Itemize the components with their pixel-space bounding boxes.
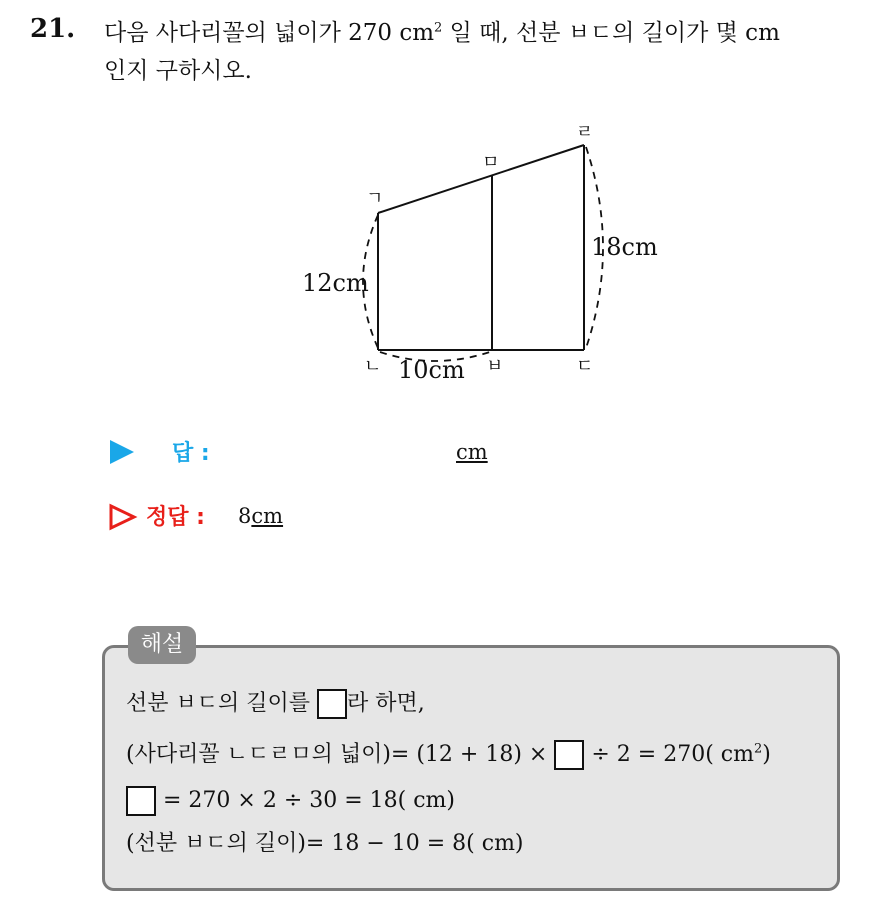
correct-answer: 8cm xyxy=(238,504,284,528)
answer-label: 답 : xyxy=(172,441,210,466)
blank-box xyxy=(317,689,347,719)
correct-label: 정답 : xyxy=(146,505,205,530)
left-height-label: 12cm xyxy=(302,269,369,297)
question-number: 21. xyxy=(30,14,76,44)
solution-line2: (사다리꼴 ㄴㄷㄹㅁ의 넓이)= (12 + 18) × ÷ 2 = 270( $cm^2$) xyxy=(126,737,771,770)
vertex-label-m: ㅁ xyxy=(482,152,500,173)
solution-tag: 해설 xyxy=(128,626,196,664)
solution-line4: (선분 ㅂㄷ의 길이)= 18 − 10 = 8( cm) xyxy=(126,831,524,856)
vertex-label-r: ㄹ xyxy=(576,122,594,143)
blank-box xyxy=(554,740,584,770)
trapezoid-top-edge xyxy=(378,145,584,213)
right-height-label: 18cm xyxy=(591,233,658,261)
answer-unit: cm xyxy=(456,440,488,464)
blank-box xyxy=(126,786,156,816)
solution-line3: = 270 × 2 ÷ 30 = 18( cm) xyxy=(126,786,455,816)
bottom-length-label: 10cm xyxy=(398,356,465,384)
vertex-label-n: ㄴ xyxy=(364,356,382,377)
question-text-line1: 다음 사다리꼴의 넓이가 270 $cm^2$ 일 때, 선분 ㅂㄷ의 길이가 몇 cm xyxy=(104,20,780,46)
answer-triangle-icon xyxy=(110,440,134,464)
vertex-label-g: ㄱ xyxy=(366,188,384,209)
vertex-label-d: ㄷ xyxy=(576,356,594,377)
vertex-label-b: ㅂ xyxy=(486,356,504,377)
question-text-line2: 인지 구하시오. xyxy=(104,58,252,84)
correct-triangle-icon xyxy=(108,503,138,531)
solution-line1: 선분 ㅂㄷ의 길이를 라 하면, xyxy=(126,686,425,719)
